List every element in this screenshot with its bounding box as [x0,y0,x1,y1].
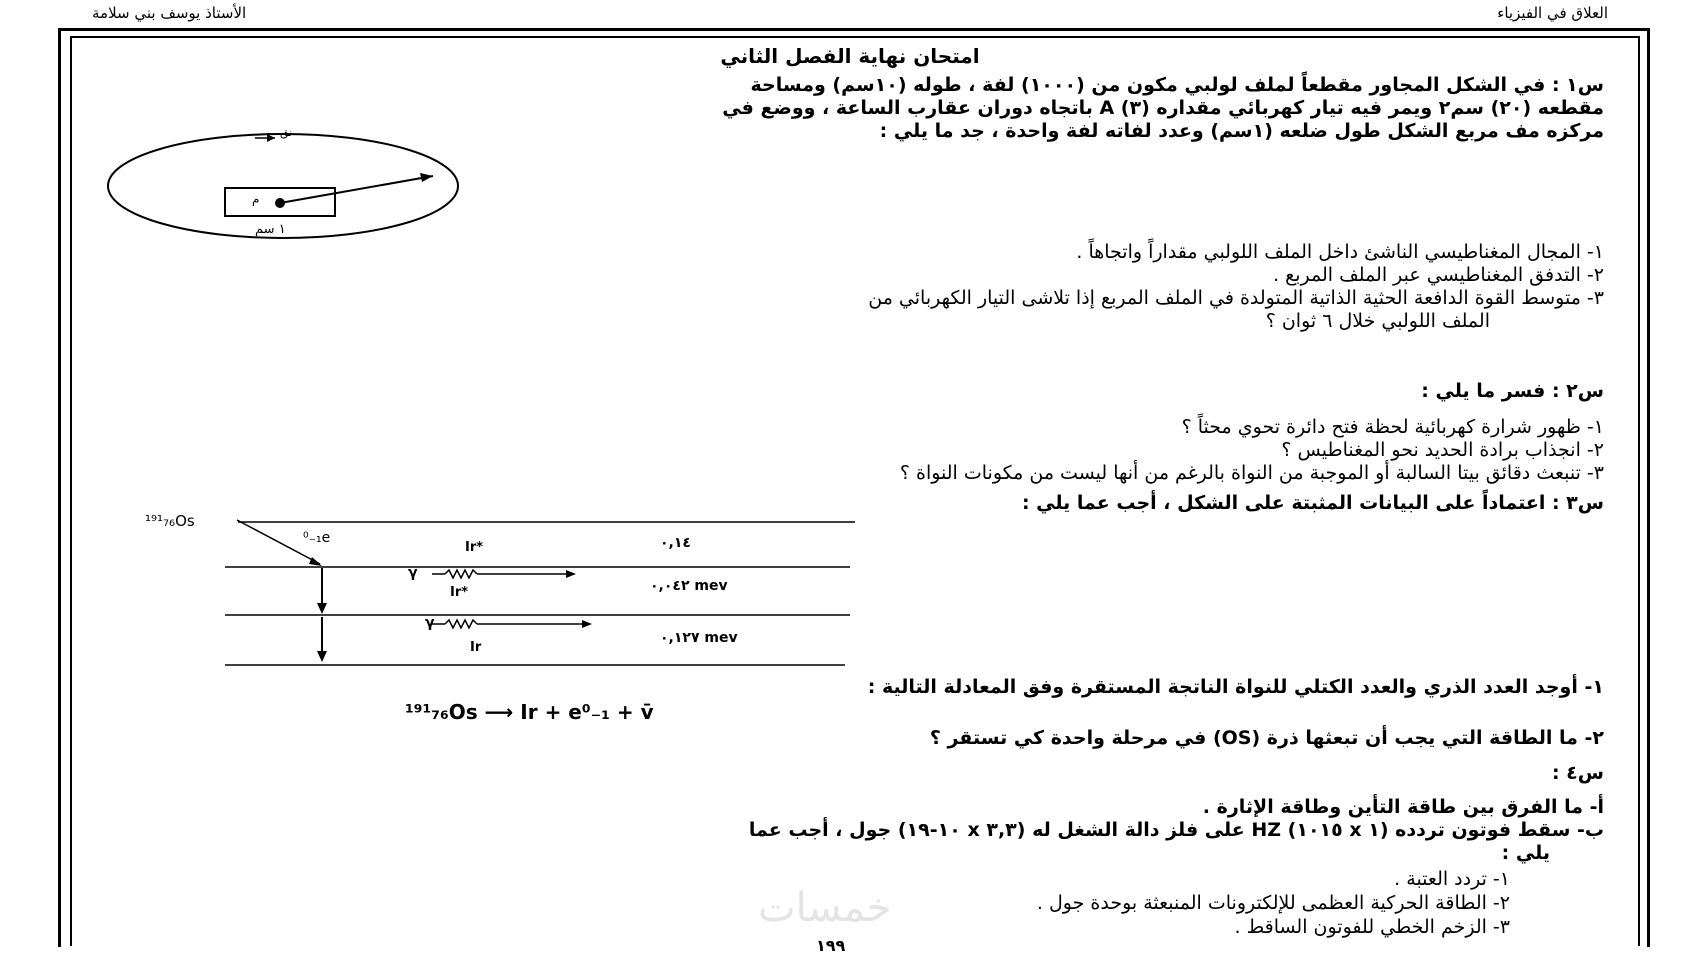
fig-side-label: ١ سم [255,222,286,237]
gamma-label-2: γ [425,615,435,631]
q4-item-3: ٣- الزخم الخطي للفوتون الساقط . [1234,916,1510,938]
nucleus-label: ¹⁹¹₇₆Os [145,512,195,530]
gamma-label-1: γ [408,565,418,581]
header-subject: العلاق في الفيزياء [1497,4,1608,22]
q4-item-2: ٢- الطاقة الحركية العظمى للإلكترونات المنبعثة بوحدة جول . [1036,892,1510,914]
fig-radius-label: نق [280,126,293,139]
level-label-3: Ir [470,640,482,655]
q1-item-1: ١- المجال المغناطيسي الناشئ داخل الملف اللولبي مقداراً واتجاهاً . [1076,241,1604,263]
q2-item-1: ١- ظهور شرارة كهربائية لحظة فتح دائرة تحوي محثاً ؟ [1181,416,1604,438]
level-energy-1: ٠,١٤ [660,535,691,551]
q3-equation: ¹⁹¹₇₆Os ⟶ Ir + e⁰₋₁ + v̄ [405,700,654,724]
q1-line-3: مركزه مف مربع الشكل طول ضلعه (١سم) وعدد لفاته لفة واحدة ، جد ما يلي : [879,120,1604,142]
level-energy-2: ٠,٠٤٢ mev [650,578,728,594]
q2-title: س٢ : فسر ما يلي : [1421,380,1604,402]
q3-item-2: ٢- ما الطاقة التي يجب أن تبعثها ذرة (OS) في مرحلة واحدة كي تستقر ؟ [929,727,1604,749]
q2-item-3: ٣- تنبعث دقائق بيتا السالبة أو الموجبة من النواة بالرغم من أنها ليست من مكونات النواة ؟ [899,462,1604,484]
header-teacher: الأستاذ يوسف بني سلامة [92,4,247,22]
q4-part-a: أ- ما الفرق بين طاقة التأين وطاقة الإثارة . [1202,796,1604,818]
q4-item-1: ١- تردد العتبة . [1394,868,1510,890]
page-number: ١٩٩ [816,936,846,955]
level-label-2: Ir* [450,585,469,600]
q4-part-b-line-1: ب- سقط فوتون تردده (١ x ١٠١٥) HZ على فلز دالة الشغل له (٣,٣ x ١٠-١٩) جول ، أجب عما [748,819,1604,841]
q1-item-3-cont: الملف اللولبي خلال ٦ ثوان ؟ [1265,310,1490,332]
q1-line-2: مقطعه (٢٠) سم٢ ويمر فيه تيار كهربائي مقداره (٣) A باتجاه دوران عقارب الساعة ، ووضع في [722,97,1604,119]
watermark: خمسات [758,885,892,931]
level-label-1: Ir* [465,540,484,555]
q1-line-1: س١ : في الشكل المجاور مقطعاً لملف لولبي مكون من (١٠٠٠) لفة ، طوله (١٠سم) ومساحة [750,74,1604,96]
q1-item-3: ٣- متوسط القوة الدافعة الحثية الذاتية المتولدة في الملف المربع إذا تلاشى التيار الكهربائي من [868,287,1604,309]
q3-title: س٣ : اعتماداً على البيانات المثبتة على الشكل ، أجب عما يلي : [1021,492,1604,514]
q4-part-b-line-2: يلي : [1501,842,1550,864]
level-energy-3: ٠,١٢٧ mev [660,630,738,646]
q4-title: س٤ : [1551,762,1604,784]
exam-title: امتحان نهاية الفصل الثاني [720,44,980,68]
electron-label: ⁰₋₁e [303,530,331,546]
q2-item-2: ٢- انجذاب برادة الحديد نحو المغناطيس ؟ [1281,439,1604,461]
q1-item-2: ٢- التدفق المغناطيسي عبر الملف المربع . [1273,264,1604,286]
gamma-wave-2 [445,620,477,628]
gamma-wave-1 [445,570,477,578]
q3-item-1: ١- أوجد العدد الذري والعدد الكتلي للنواة الناتجة المستقرة وفق المعادلة التالية : [867,676,1604,698]
fig-center-label: م [252,192,260,206]
